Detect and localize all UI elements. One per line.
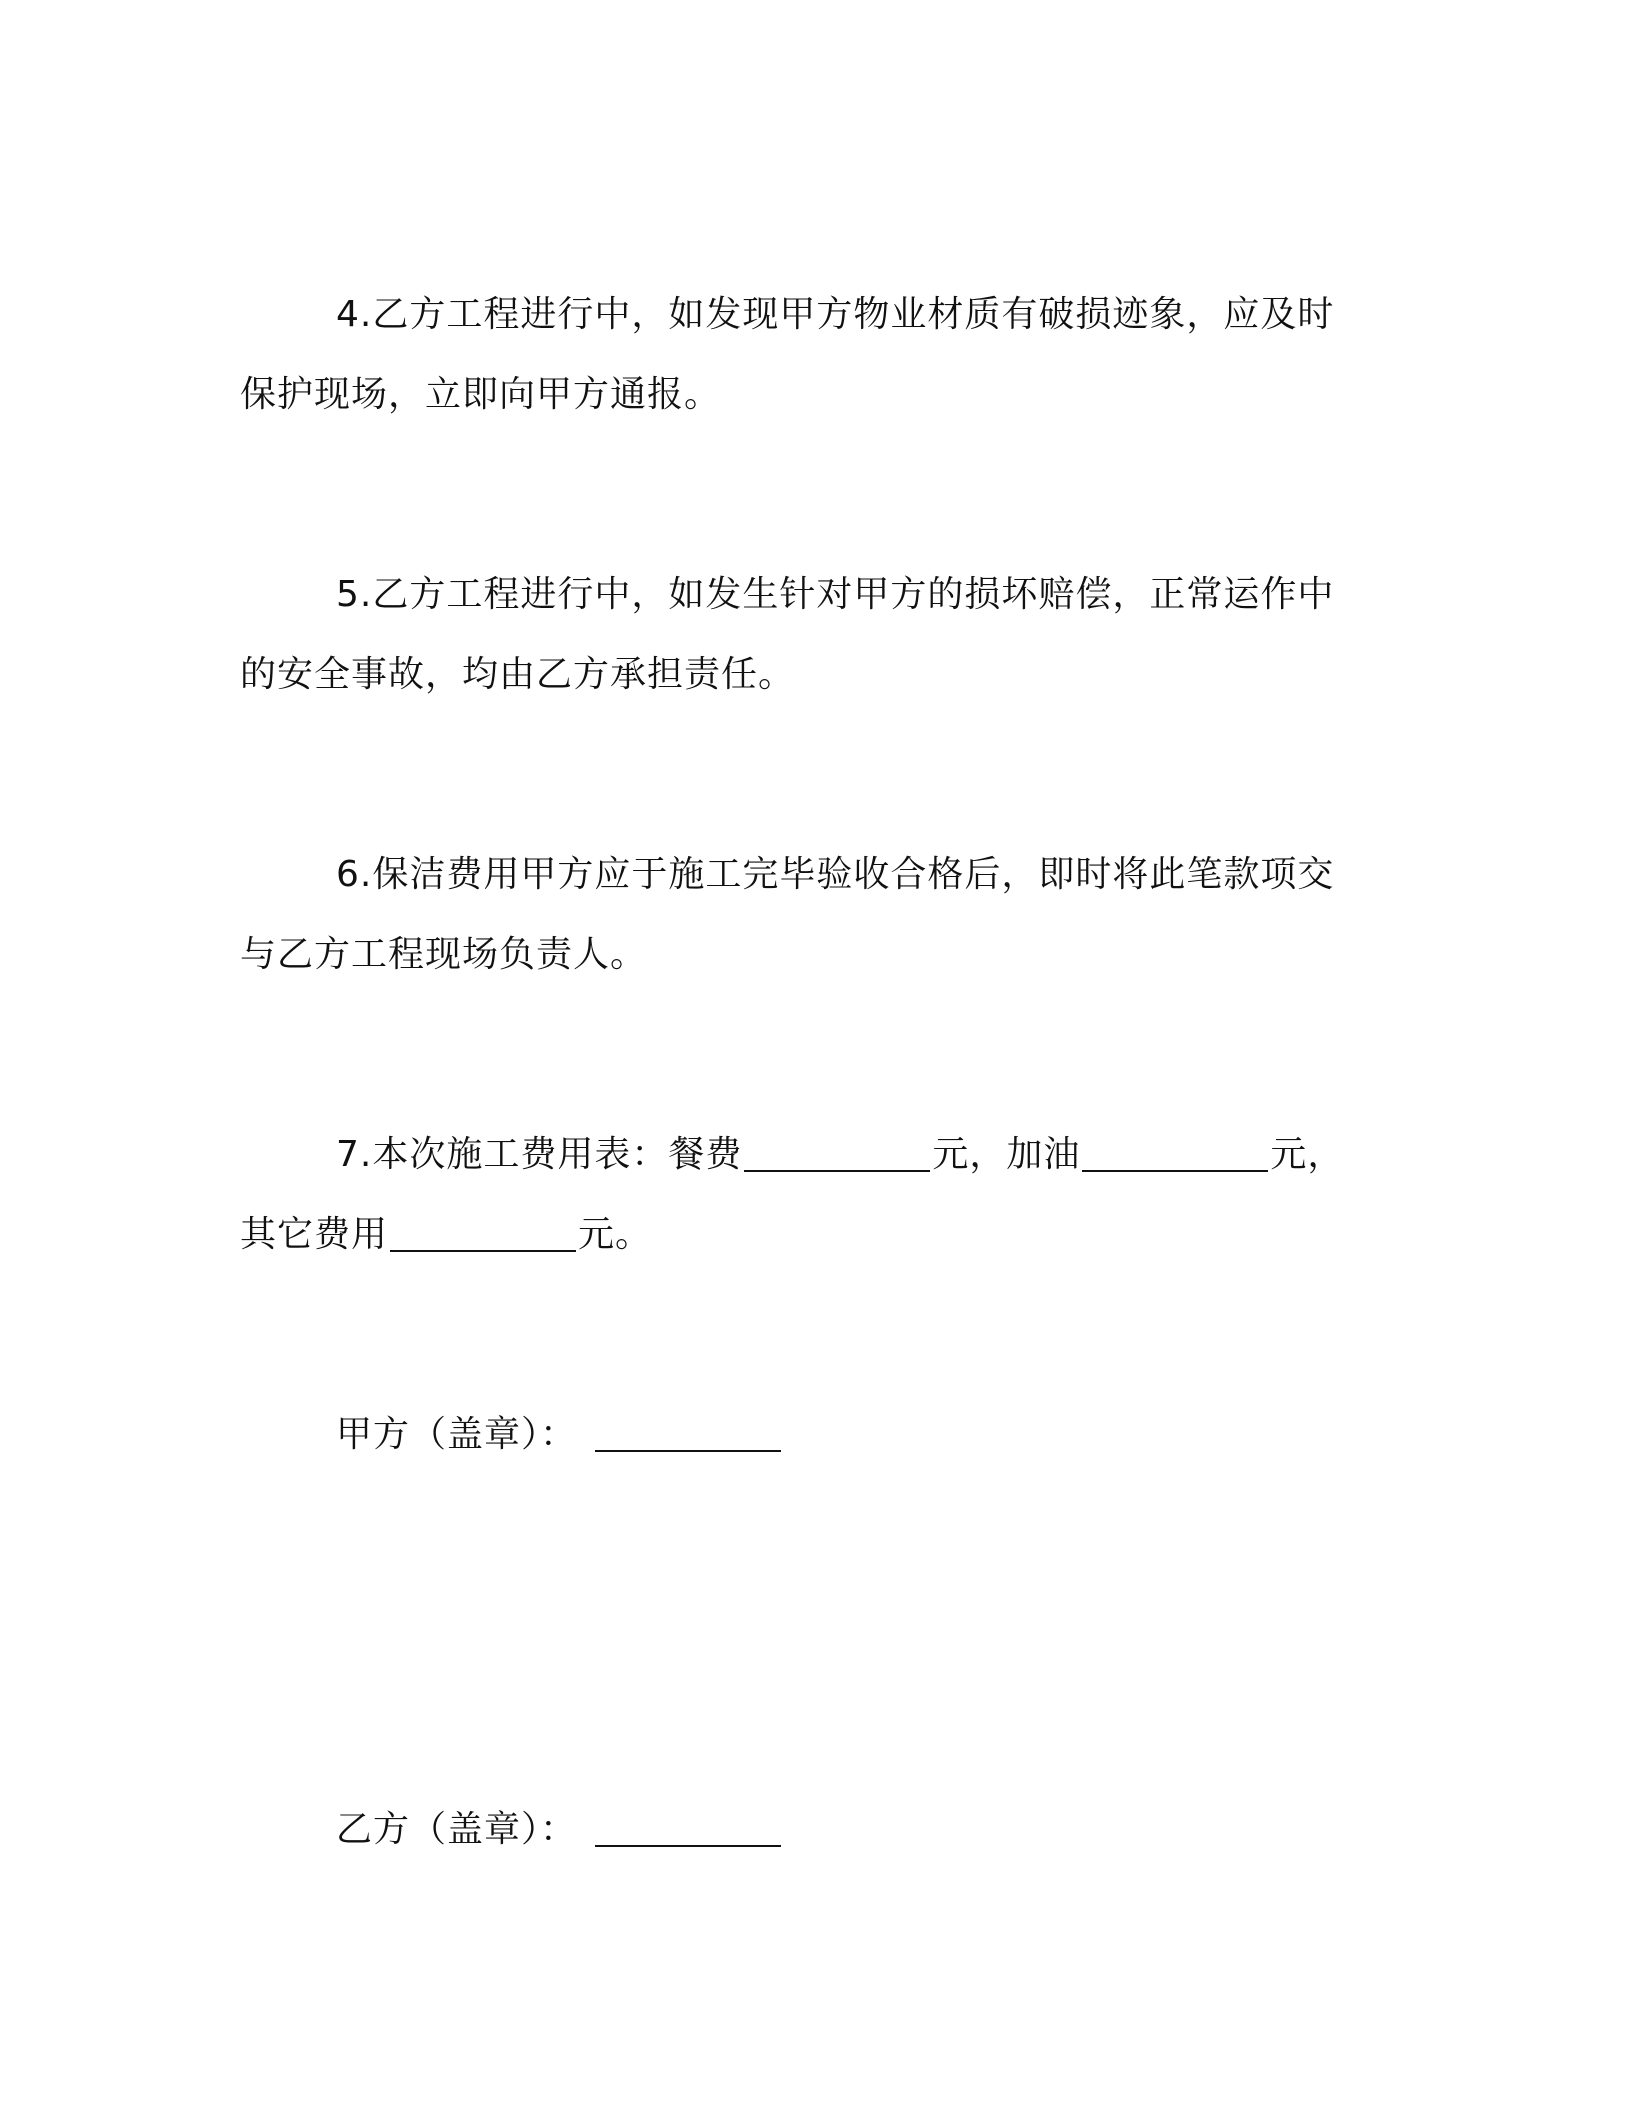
clause-7-text-4: 元。 xyxy=(578,1214,653,1255)
clause-7-text-3: 元，其它费用 xyxy=(240,1134,1345,1255)
clause-7-text-2: 元，加油 xyxy=(932,1134,1081,1175)
party-b-label: 乙方（盖章）： xyxy=(336,1809,578,1850)
clause-7 xyxy=(240,1115,1370,1275)
party-b-signature xyxy=(336,1790,781,1870)
fuel-fee-blank[interactable] xyxy=(1082,1134,1268,1172)
party-a-signature xyxy=(336,1395,781,1475)
clause-7-text-1: 7.本次施工费用表：餐费 xyxy=(336,1134,743,1175)
meal-fee-blank[interactable] xyxy=(744,1134,930,1172)
clause-6: 6.保洁费用甲方应于施工完毕验收合格后，即时将此笔款项交与乙方工程现场负责人。 xyxy=(240,854,1335,975)
party-b-seal-blank[interactable] xyxy=(595,1809,781,1847)
clause-5: 5.乙方工程进行中，如发生针对甲方的损坏赔偿，正常运作中的安全事故，均由乙方承担责任。 xyxy=(240,574,1335,695)
clause-4: 4.乙方工程进行中，如发现甲方物业材质有破损迹象，应及时保护现场，立即向甲方通报。 xyxy=(240,294,1335,415)
other-fee-blank[interactable] xyxy=(390,1214,576,1252)
party-a-label: 甲方（盖章）： xyxy=(336,1414,578,1455)
party-a-seal-blank[interactable] xyxy=(595,1414,781,1452)
